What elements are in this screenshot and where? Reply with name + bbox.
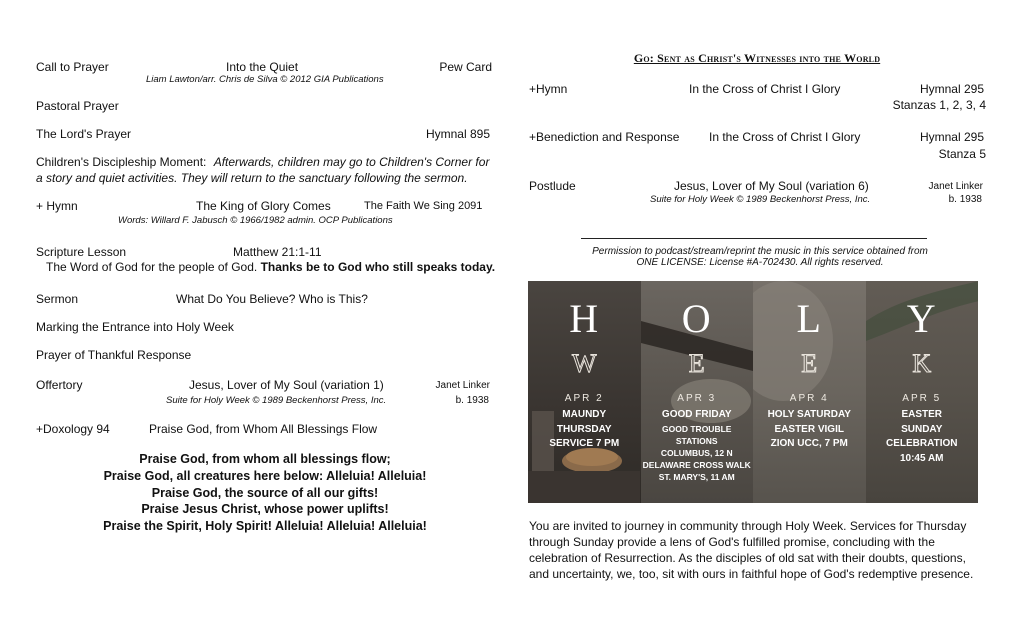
benediction-label: +Benediction and Response <box>529 130 680 144</box>
event-line: CELEBRATION <box>886 438 958 449</box>
event-line: GOOD TROUBLE <box>662 423 732 434</box>
postlude-title: Jesus, Lover of My Soul (variation 6) <box>674 179 869 193</box>
doxology-label: +Doxology 94 <box>36 422 110 436</box>
offertory-title: Jesus, Lover of My Soul (variation 1) <box>189 378 384 392</box>
event-line: SERVICE 7 PM <box>549 438 620 449</box>
invite-line: You are invited to journey in community through Holy Week. Services for Thursday <box>529 519 967 533</box>
event-line: DELAWARE CROSS WALK <box>642 459 751 470</box>
event-line: 10:45 AM <box>899 452 944 464</box>
call-credit: Liam Lawton/arr. Chris de Silva © 2012 GIA Publications <box>146 74 384 85</box>
doxology-line: Praise God, the source of all our gifts! <box>151 486 379 500</box>
benediction-source: Hymnal 295 <box>919 130 984 144</box>
offertory-composer: Janet Linker <box>435 380 490 391</box>
doxology-line: Praise God, from whom all blessings flow; <box>139 452 391 466</box>
hymn2-label: +Hymn <box>529 82 568 96</box>
call-label: Call to Prayer <box>36 60 109 74</box>
holy-week-panel <box>753 281 866 503</box>
lords-label: The Lord's Prayer <box>36 127 131 141</box>
postlude-label: Postlude <box>529 179 576 193</box>
invite-line: and uncertainty, we, too, sit with ours in faithful hope of God's redemptive presence. <box>529 567 974 581</box>
hymn2-title: In the Cross of Christ I Glory <box>689 82 841 96</box>
event-line: COLUMBUS, 12 N <box>660 447 733 458</box>
doxology-line: Praise God, all creatures here below: Alleluia! Alleluia! <box>103 469 427 483</box>
doxology-line: Praise Jesus Christ, whose power uplifts! <box>141 502 389 516</box>
doxology-title: Praise God, from Whom All Blessings Flow <box>149 422 378 436</box>
event-line: MAUNDY <box>562 409 607 420</box>
holy-letter-big: O <box>681 296 712 341</box>
offertory-born: b. 1938 <box>455 395 489 406</box>
call-title: Into the Quiet <box>226 60 299 74</box>
week-letter-small: W <box>571 349 597 378</box>
scripture-response-bold: Thanks be to God who still speaks today. <box>260 260 496 274</box>
week-letter-small: E <box>801 349 818 378</box>
week-letter-small: K <box>912 349 932 378</box>
marking-entrance: Marking the Entrance into Holy Week <box>36 320 234 334</box>
permission-line2: ONE LICENSE: License #A-702430. All rights reserved. <box>636 257 884 268</box>
holy-week-graphic <box>528 281 978 503</box>
sermon-title: What Do You Believe? Who is This? <box>176 292 368 306</box>
panel-date: APR 4 <box>789 393 829 404</box>
hymn1-credit: Words: Willard F. Jabusch © 1966/1982 admin. OCP Publications <box>118 215 393 226</box>
hymn2-stanzas: Stanzas 1, 2, 3, 4 <box>892 98 986 112</box>
postlude-composer: Janet Linker <box>928 181 983 192</box>
week-letter-small: E <box>688 349 705 378</box>
holy-week-panel <box>866 281 979 503</box>
panel-event <box>641 408 754 483</box>
panel-event <box>866 408 979 466</box>
holy-week-panel <box>641 281 754 503</box>
event-line: ZION UCC, 7 PM <box>770 438 848 449</box>
lords-source: Hymnal 895 <box>425 127 490 141</box>
offertory-credit: Suite for Holy Week © 1989 Beckenhorst Press, Inc. <box>166 395 387 406</box>
invite-line: through Sunday provide a lens of God's fulfilled promise, concluding with the <box>529 535 935 549</box>
event-line: ST. MARY'S, 11 AM <box>658 471 735 482</box>
benediction-title: In the Cross of Christ I Glory <box>709 130 861 144</box>
hymn1-label: + Hymn <box>36 199 78 213</box>
holy-letter-big: L <box>796 296 822 341</box>
panel-event <box>753 408 866 452</box>
holy-letter-big: Y <box>906 296 937 341</box>
children-line1: Afterwards, children may go to Children's Corner for <box>213 155 490 169</box>
panel-date: APR 2 <box>564 393 604 404</box>
panel-event <box>528 408 641 452</box>
panel-date: APR 3 <box>677 393 717 404</box>
children-label: Children's Discipleship Moment: <box>36 155 207 169</box>
event-line: EASTER <box>901 409 943 420</box>
sending-heading: Go: Sent as Christ's Witnesses into the World <box>633 51 881 65</box>
event-line: EASTER VIGIL <box>774 423 844 435</box>
panel-date: APR 5 <box>902 393 942 404</box>
event-line: SUNDAY <box>901 423 943 435</box>
scripture-response-plain: The Word of God for the people of God. <box>46 260 258 274</box>
scripture-label: Scripture Lesson <box>36 245 127 259</box>
pastoral-prayer: Pastoral Prayer <box>36 99 119 113</box>
postlude-born: b. 1938 <box>948 194 982 205</box>
event-line: STATIONS <box>675 435 718 446</box>
divider-line <box>581 238 927 239</box>
permission-line1: Permission to podcast/stream/reprint the music in this service obtained from <box>592 246 928 257</box>
event-line: HOLY SATURDAY <box>767 409 851 420</box>
thankful-response: Prayer of Thankful Response <box>36 348 192 362</box>
scripture-ref: Matthew 21:1-11 <box>233 245 322 259</box>
hymn2-source: Hymnal 295 <box>919 82 984 96</box>
event-line: GOOD FRIDAY <box>661 409 732 420</box>
children-line2: a story and quiet activities. They will return to the sanctuary following the sermon. <box>36 171 468 185</box>
sermon-label: Sermon <box>36 292 79 306</box>
event-line: THURSDAY <box>556 423 612 435</box>
invite-line: celebration of Resurrection. As the disciples of old sat with their doubts, questions, <box>529 551 966 565</box>
holy-week-panel <box>528 281 641 503</box>
holy-letter-big: H <box>569 296 600 341</box>
doxology-line: Praise the Spirit, Holy Spirit! Alleluia! Alleluia! Alleluia! <box>103 519 427 533</box>
benediction-stanzas: Stanza 5 <box>938 147 986 161</box>
offertory-label: Offertory <box>36 378 83 392</box>
postlude-credit: Suite for Holy Week © 1989 Beckenhorst Press, Inc. <box>650 194 871 205</box>
call-source: Pew Card <box>439 60 492 74</box>
hymn1-title: The King of Glory Comes <box>196 199 331 213</box>
hymn1-source: The Faith We Sing 2091 <box>364 200 483 212</box>
